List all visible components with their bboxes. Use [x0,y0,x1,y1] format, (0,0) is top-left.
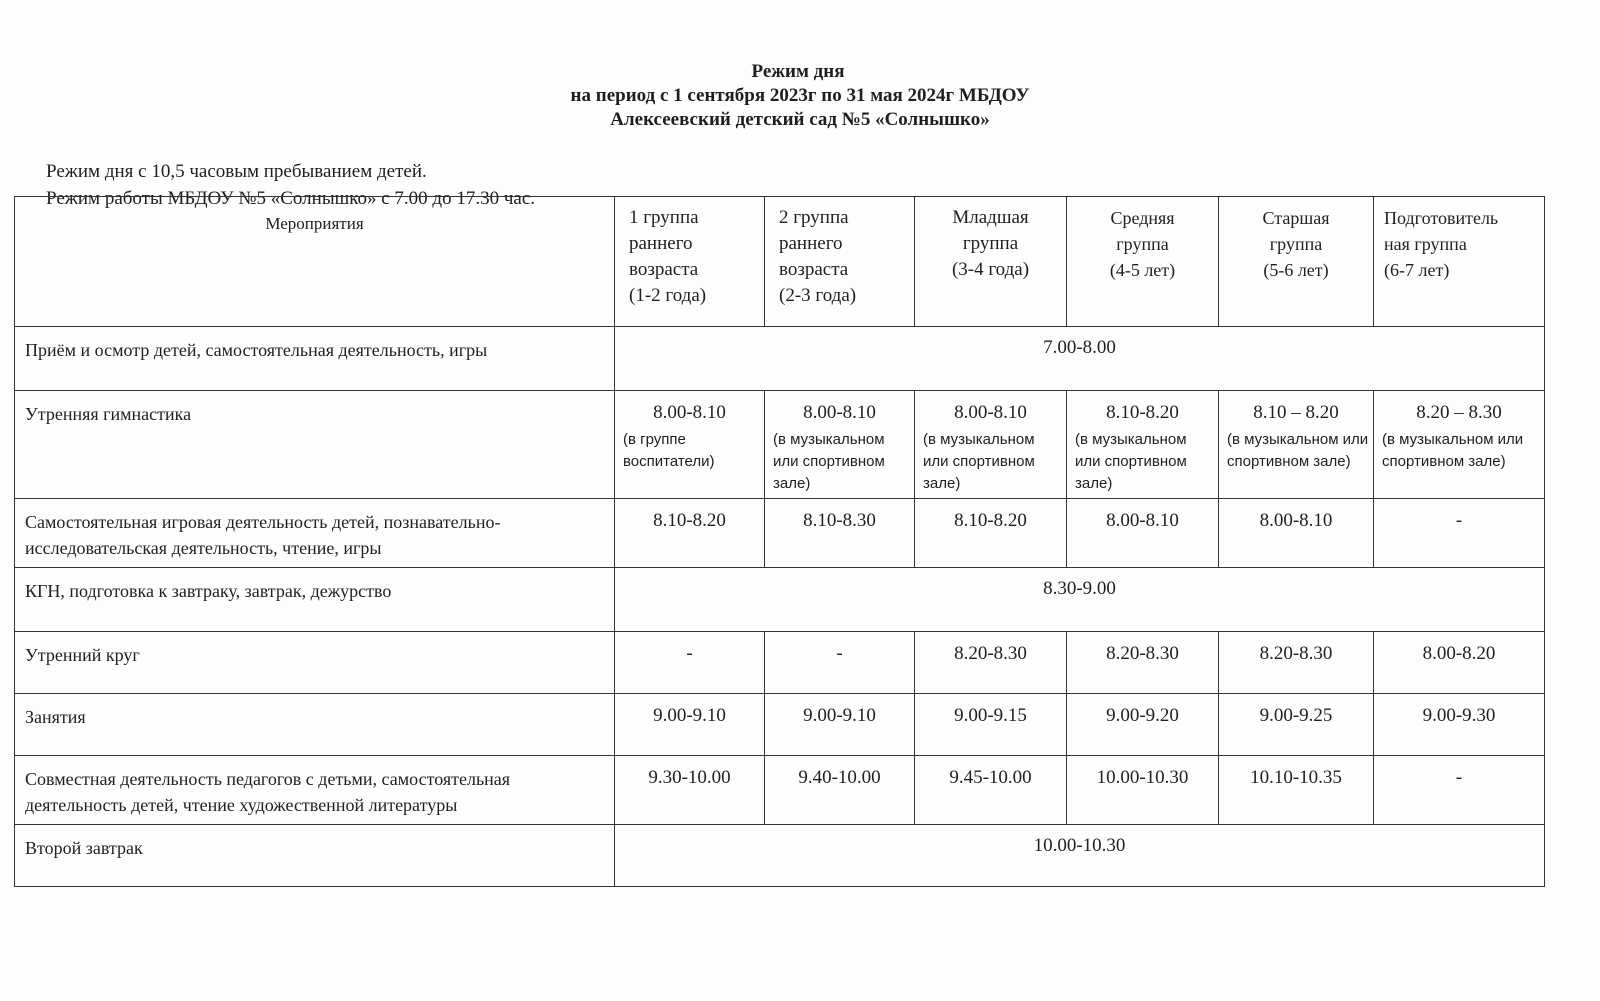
time-cell: 8.00-8.20 [1374,632,1545,694]
group-header-line: (6-7 лет) [1384,260,1450,280]
time-cell: 8.10-8.20 [915,499,1067,568]
time-cell: - [615,632,765,694]
activity-circle: Утренний круг [15,632,615,694]
group-header-line: группа [962,233,1019,254]
time-cell [1067,391,1219,499]
time-value: 8.00-8.10 [653,402,726,423]
group-header-early-1 [615,197,765,327]
intro-line-stay: Режим дня с 10,5 часовым пребыванием детей. [46,161,427,182]
time-cell: 10.10-10.35 [1219,756,1374,825]
time-value: 8.00-8.10 [954,402,1027,423]
table-row-second-breakfast [15,825,1545,887]
group-header-line: (1-2 года) [629,285,707,306]
group-header-line: Младшая [952,207,1029,228]
time-cell: 9.00-9.15 [915,694,1067,756]
time-cell: - [1374,756,1545,825]
time-cell: 8.00-8.10 [1219,499,1374,568]
table-row-reception [15,327,1545,391]
time-cell: 9.00-9.20 [1067,694,1219,756]
group-header-line: Средняя [1110,208,1175,228]
time-value: 8.20 – 8.30 [1416,402,1502,423]
schedule-table [14,196,1545,887]
table-header-row [15,197,1545,327]
group-header-line: (2-3 года) [779,285,857,306]
group-header-line: (3-4 года) [951,259,1030,280]
table-row-breakfast [15,568,1545,632]
table-row-circle [15,632,1545,694]
document-period: на период с 1 сентября 2023г по 31 мая 2024г МБДОУ [570,85,1030,106]
group-header-line: (4-5 лет) [1109,260,1176,280]
group-header-early-2 [765,197,915,327]
time-cell [615,391,765,499]
time-cell: 9.40-10.00 [765,756,915,825]
group-header-line: Подготовитель [1384,208,1499,228]
time-breakfast-all-groups: 8.30-9.00 [615,568,1545,632]
group-header-line: группа [1269,234,1323,254]
time-cell [1374,391,1545,499]
time-second-breakfast-all-groups: 10.00-10.30 [615,825,1545,887]
time-cell: 9.00-9.25 [1219,694,1374,756]
group-header-line: (5-6 лет) [1263,260,1329,280]
intro-line-hours: Режим работы МБДОУ №5 «Солнышко» с 7.00 до 17.30 час. [46,188,536,209]
group-header-line: 2 группа [779,207,849,228]
time-note: (в музыкальном или спортивном зале) [773,431,885,492]
time-cell: 8.00-8.10 [1067,499,1219,568]
time-cell: 8.20-8.30 [1067,632,1219,694]
group-header-line: Старшая [1262,208,1330,228]
group-header-line: 1 группа [629,207,699,228]
document-title: Режим дня [751,61,845,82]
table-row-play [15,499,1545,568]
activity-column-header: Мероприятия [15,197,615,327]
group-header-line: группа [1116,234,1169,254]
group-header-line: раннего [779,233,843,254]
time-cell: 9.45-10.00 [915,756,1067,825]
document-header [0,60,1600,132]
group-header-line: возраста [629,259,699,280]
table-row-classes [15,694,1545,756]
group-header-line: ная группа [1384,234,1467,254]
time-note: (в музыкальном или спортивном зале) [1227,431,1369,470]
activity-gymnastics: Утренняя гимнастика [15,391,615,499]
table-row-joint [15,756,1545,825]
activity-reception: Приём и осмотр детей, самостоятельная деятельность, игры [15,327,615,391]
time-cell [1219,391,1374,499]
table-row-gymnastics [15,391,1545,499]
time-cell: 8.10-8.30 [765,499,915,568]
time-cell: - [765,632,915,694]
time-cell: 8.20-8.30 [1219,632,1374,694]
time-cell: - [1374,499,1545,568]
activity-second-breakfast: Второй завтрак [15,825,615,887]
activity-joint: Совместная деятельность педагогов с детьми, самостоятельная деятельность детей, чтение художественной литературы [15,756,615,825]
time-value: 8.00-8.10 [803,402,876,423]
time-cell: 9.00-9.10 [615,694,765,756]
time-cell: 9.00-9.30 [1374,694,1545,756]
time-cell: 9.00-9.10 [765,694,915,756]
group-header-preparatory [1374,197,1545,327]
group-header-line: возраста [779,259,849,280]
time-cell: 9.30-10.00 [615,756,765,825]
time-note: (в музыкальном или спортивном зале) [1075,431,1187,492]
time-reception-all-groups: 7.00-8.00 [615,327,1545,391]
activity-breakfast: КГН, подготовка к завтраку, завтрак, дежурство [15,568,615,632]
time-note: (в музыкальном или спортивном зале) [1382,431,1524,470]
group-header-senior [1219,197,1374,327]
time-value: 8.10 – 8.20 [1253,402,1339,423]
time-note: (в группе воспитатели) [623,431,715,470]
time-note: (в музыкальном или спортивном зале) [923,431,1035,492]
document-institution: Алексеевский детский сад №5 «Солнышко» [610,109,990,130]
time-cell: 8.20-8.30 [915,632,1067,694]
time-value: 8.10-8.20 [1106,402,1179,423]
group-header-junior [915,197,1067,327]
activity-classes: Занятия [15,694,615,756]
time-cell [915,391,1067,499]
time-cell: 8.10-8.20 [615,499,765,568]
activity-play: Самостоятельная игровая деятельность детей, познавательно-исследовательская деятельность, чтение, игры [15,499,615,568]
time-cell: 10.00-10.30 [1067,756,1219,825]
time-cell [765,391,915,499]
group-header-middle [1067,197,1219,327]
group-header-line: раннего [629,233,693,254]
